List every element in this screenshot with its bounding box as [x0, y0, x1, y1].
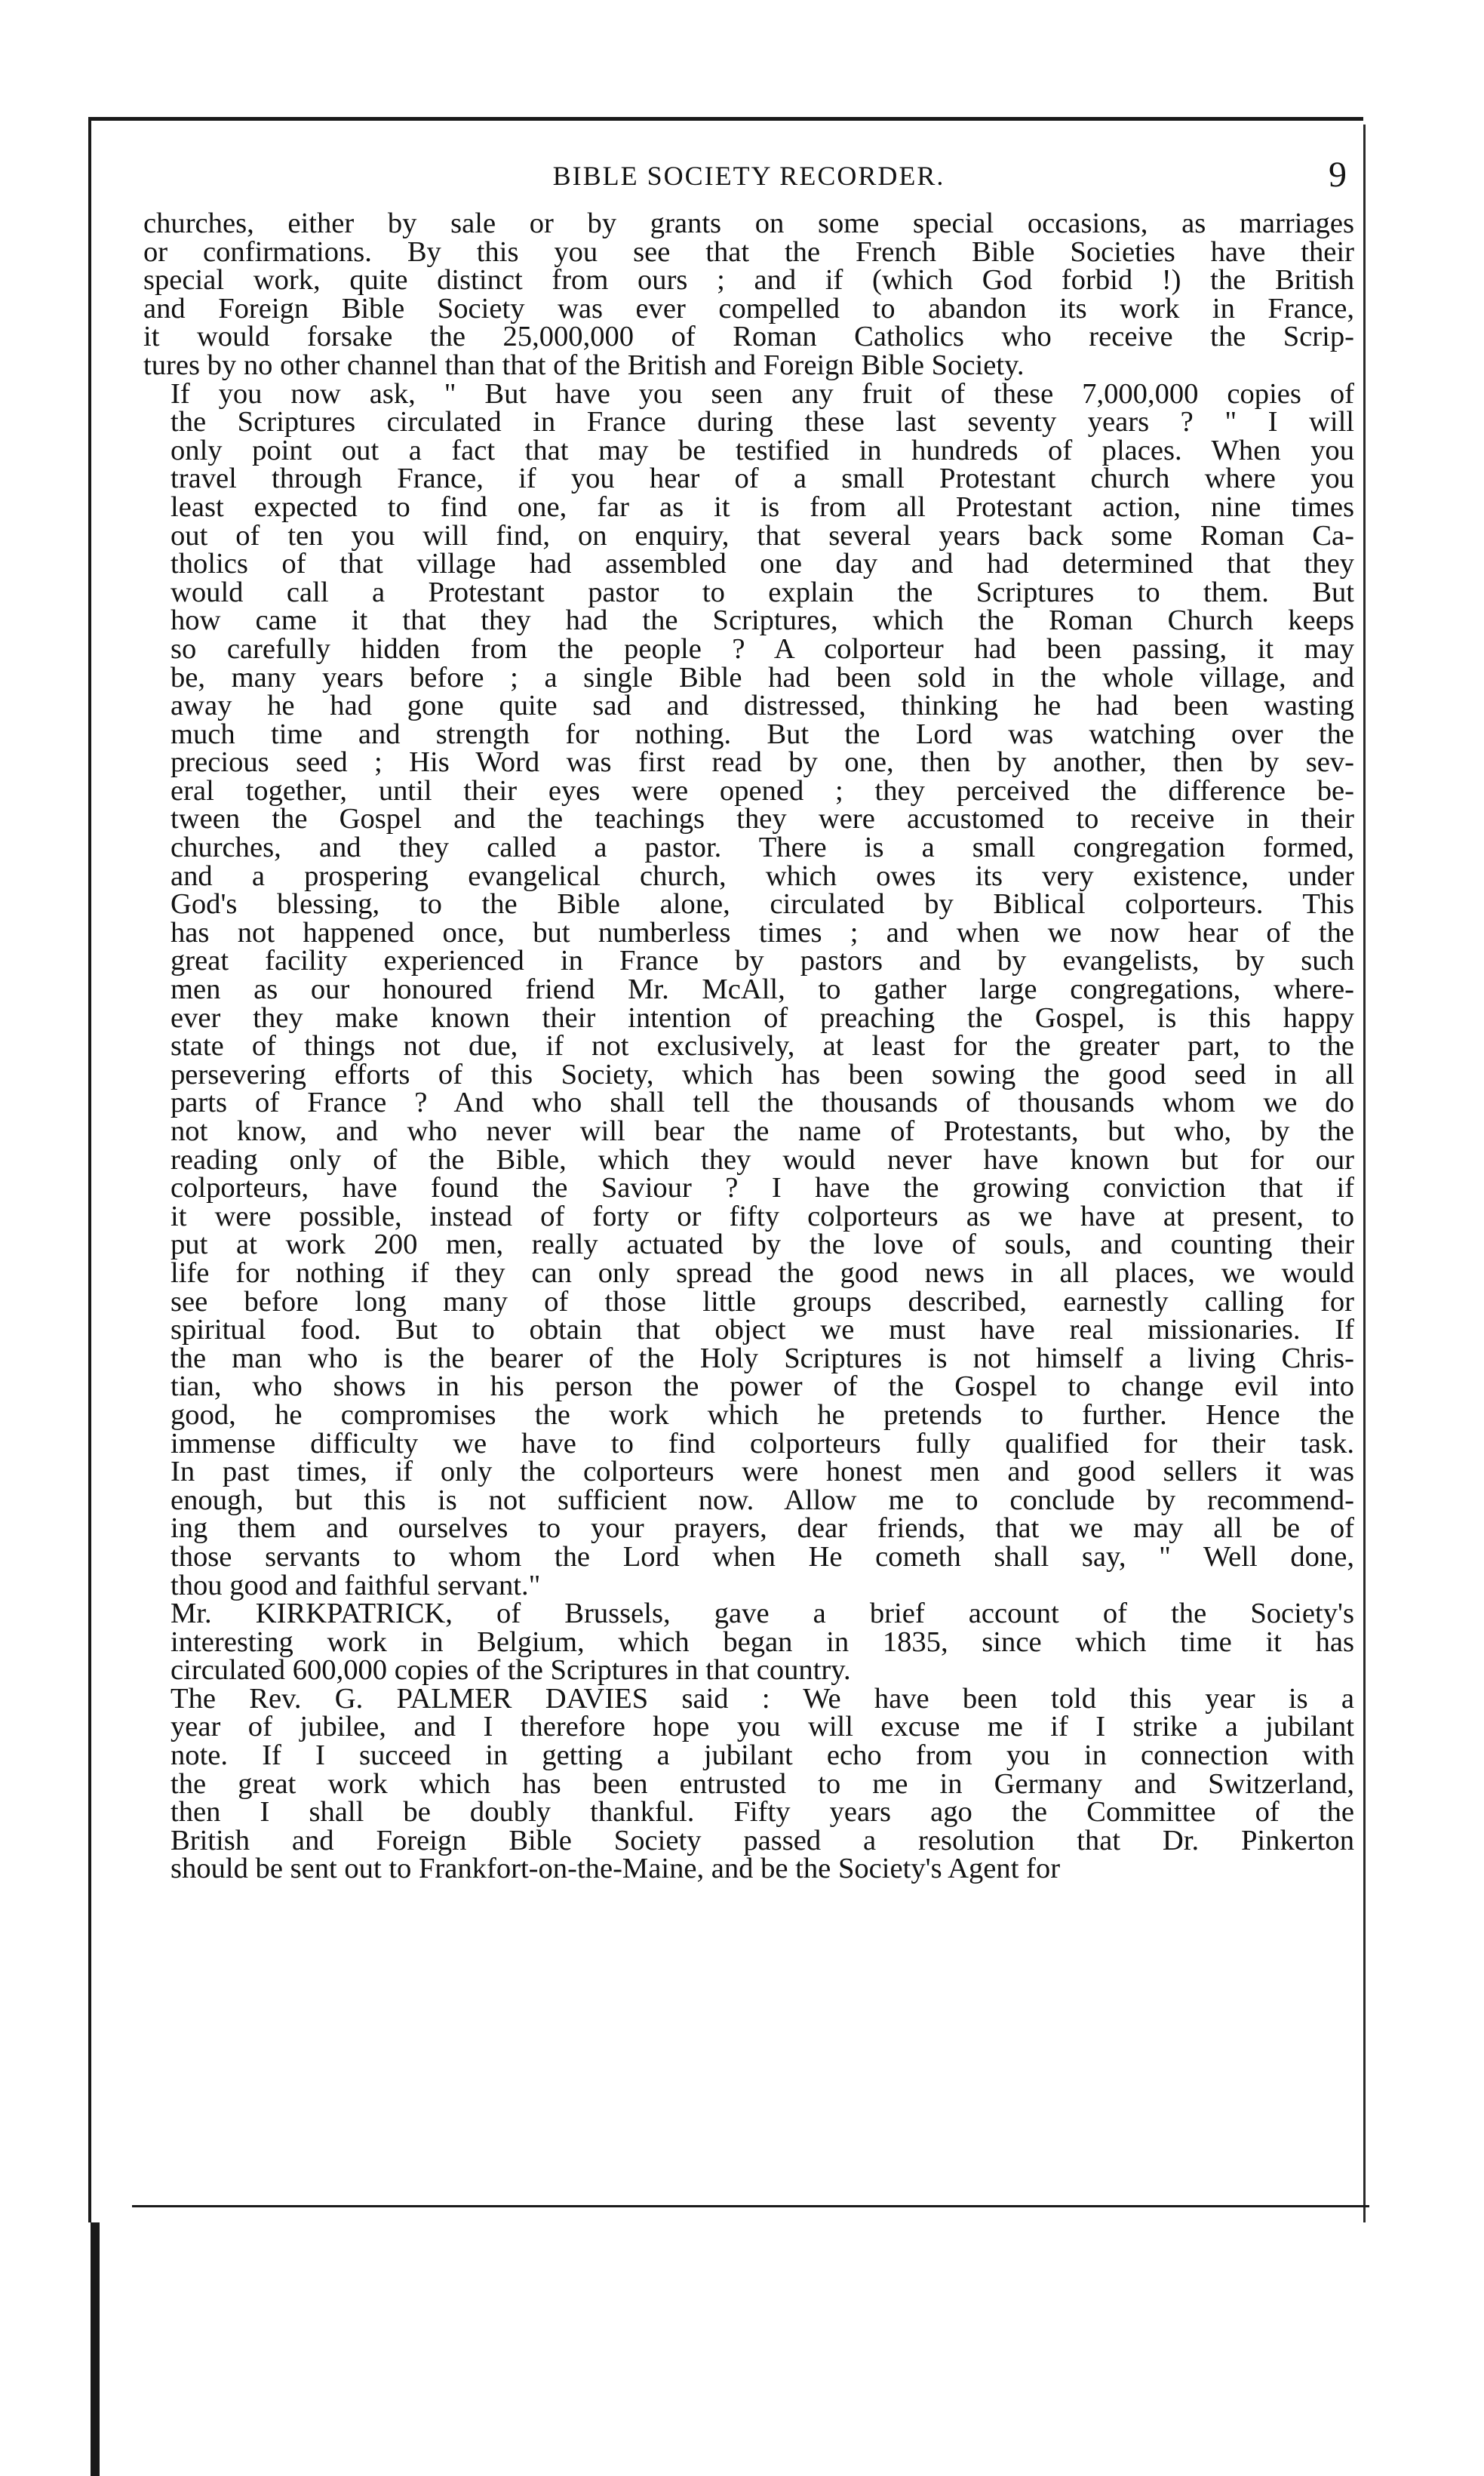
paragraph-p2	[143, 377, 1354, 1601]
text-line: good, he compromises the work which he pretends to further. Hence the	[171, 1398, 1354, 1431]
text-line: has not happened once, but numberless times ; and when we now hear of the	[171, 916, 1354, 949]
text-line: so carefully hidden from the people ? A colporteur had been passing, it may	[171, 632, 1354, 665]
text-line: circulated 600,000 copies of the Scriptures in that country.	[171, 1654, 851, 1687]
text-line: or confirmations. By this you see that the French Bible Societies have their	[143, 235, 1354, 268]
paragraph-p1	[143, 210, 1354, 380]
text-line: spiritual food. But to obtain that object we must have real missionaries. If	[171, 1314, 1354, 1346]
bottom-border-rule	[132, 2205, 1369, 2207]
text-line: churches, either by sale or by grants on some special occasions, as marriages	[143, 208, 1354, 239]
text-line: immense difficulty we have to find colporteurs fully qualified for their task.	[171, 1427, 1354, 1459]
text-line: life for nothing if they can only spread the good news in all places, we would	[171, 1256, 1354, 1289]
text-line: would call a Protestant pastor to explain the Scriptures to them. But	[171, 576, 1354, 608]
text-line: it would forsake the 25,000,000 of Roman Catholics who receive the Scrip-	[143, 321, 1354, 353]
article-body	[143, 210, 1354, 1884]
running-title: BIBLE SOCIETY RECORDER.	[552, 161, 945, 191]
text-line: then I shall be doubly thankful. Fifty years ago the Committee of the	[171, 1796, 1354, 1829]
text-line: British and Foreign Bible Society passed a resolution that Dr. Pinkerton	[171, 1824, 1354, 1856]
text-line: state of things not due, if not exclusively, at least for the greater part, to the	[171, 1030, 1354, 1063]
text-line: ever they make known their intention of preaching the Gospel, is this happy	[171, 1001, 1354, 1034]
text-line: least expected to find one, far as it is from all Protestant action, nine times	[171, 491, 1354, 523]
text-line: persevering efforts of this Society, which has been sowing the good seed in all	[171, 1058, 1354, 1090]
text-line: away he had gone quite sad and distressed, thinking he had been wasting	[171, 690, 1354, 722]
text-line: precious seed ; His Word was first read by one, then by another, then by sev-	[171, 746, 1354, 779]
text-line: be, many years before ; a single Bible had been sold in the whole village, and	[171, 661, 1354, 694]
text-line: tian, who shows in his person the power of the Gospel to change evil into	[171, 1370, 1354, 1403]
text-line: it were possible, instead of forty or fifty colporteurs as we have at present, to	[171, 1200, 1354, 1232]
text-line: year of jubilee, and I therefore hope you will excuse me if I strike a jubilant	[171, 1711, 1354, 1743]
text-line: thou good and faithful servant."	[171, 1569, 541, 1601]
text-line: ing them and ourselves to your prayers, dear friends, that we may all be of	[171, 1512, 1354, 1545]
text-line: men as our honoured friend Mr. McAll, to gather large congregations, where-	[171, 973, 1354, 1006]
text-line: parts of France ? And who shall tell the thousands of thousands whom we do	[171, 1087, 1354, 1119]
text-line: In past times, if only the colporteurs were honest men and good sellers it was	[171, 1456, 1354, 1488]
text-line: the Scriptures circulated in France during these last seventy years ? " I will	[171, 406, 1354, 438]
text-line: travel through France, if you hear of a small Protestant church where you	[171, 463, 1354, 495]
text-line: The Rev. G. PALMER DAVIES said : We have been told this year is a	[171, 1682, 1354, 1715]
right-border-rule	[1363, 125, 1366, 2222]
text-line: churches, and they called a pastor. There is a small congregation formed,	[171, 832, 1354, 864]
text-line: and Foreign Bible Society was ever compelled to abandon its work in France,	[143, 292, 1354, 324]
text-line: the great work which has been entrusted to me in Germany and Switzerland,	[171, 1767, 1354, 1800]
text-line: see before long many of those little groups described, earnestly calling for	[171, 1285, 1354, 1318]
text-line: special work, quite distinct from ours ; and if (which God forbid !) the British	[143, 264, 1354, 297]
text-line: much time and strength for nothing. But the Lord was watching over the	[171, 718, 1354, 750]
text-line: note. If I succeed in getting a jubilant echo from you in connection with	[171, 1739, 1354, 1772]
left-border-rule-lower	[91, 2222, 100, 2476]
paragraph-p3	[143, 1600, 1354, 1685]
text-line: not know, and who never will bear the name of Protestants, but who, by the	[171, 1115, 1354, 1147]
left-border-rule	[88, 117, 91, 2222]
top-border-rule	[88, 117, 1363, 121]
text-line: If you now ask, " But have you seen any fruit of these 7,000,000 copies of	[171, 377, 1354, 410]
text-line: tholics of that village had assembled one day and had determined that they	[171, 548, 1354, 580]
text-line: only point out a fact that may be testified in hundreds of places. When you	[171, 434, 1354, 466]
page-header	[143, 155, 1354, 205]
text-line: tween the Gospel and the teachings they were accustomed to receive in their	[171, 803, 1354, 835]
text-line: Mr. KIRKPATRICK, of Brussels, gave a brief account of the Society's	[171, 1598, 1354, 1630]
text-line: enough, but this is not sufficient now. Allow me to conclude by recommend-	[171, 1484, 1354, 1516]
text-line: should be sent out to Frankfort-on-the-Maine, and be the Society's Agent for	[171, 1853, 1061, 1885]
text-line: tures by no other channel than that of the British and Foreign Bible Society.	[143, 349, 1025, 381]
text-line: great facility experienced in France by pastors and by evangelists, by such	[171, 945, 1354, 977]
text-line: God's blessing, to the Bible alone, circulated by Biblical colporteurs. This	[171, 888, 1354, 921]
text-line: colporteurs, have found the Saviour ? I have the growing conviction that if	[171, 1172, 1354, 1204]
text-line: and a prospering evangelical church, which owes its very existence, under	[171, 860, 1354, 892]
text-line: out of ten you will find, on enquiry, that several years back some Roman Ca-	[171, 519, 1354, 552]
page-number: 9	[1329, 155, 1347, 195]
text-line: reading only of the Bible, which they would never have known but for our	[171, 1143, 1354, 1176]
text-line: the man who is the bearer of the Holy Scriptures is not himself a living Chris-	[171, 1342, 1354, 1374]
text-line: those servants to whom the Lord when He cometh shall say, " Well done,	[171, 1540, 1354, 1573]
paragraph-p4	[143, 1682, 1354, 1885]
text-line: how came it that they had the Scriptures, which the Roman Church keeps	[171, 604, 1354, 637]
text-line: put at work 200 men, really actuated by the love of souls, and counting their	[171, 1229, 1354, 1261]
text-line: eral together, until their eyes were opened ; they perceived the difference be-	[171, 774, 1354, 807]
text-line: interesting work in Belgium, which began in 1835, since which time it has	[171, 1626, 1354, 1658]
